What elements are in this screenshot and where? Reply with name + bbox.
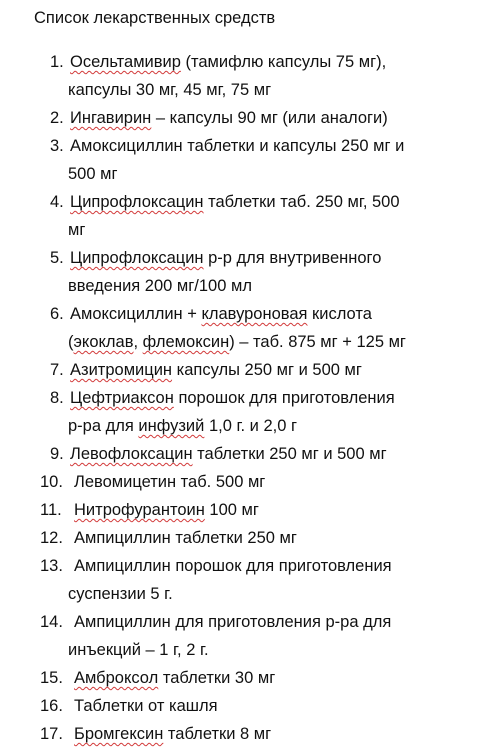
spellcheck-flagged-word: Левофлоксацин <box>70 445 193 463</box>
list-item-number: 7. <box>50 361 64 379</box>
spellcheck-flagged-word: Ципрофлоксацин <box>70 249 204 267</box>
spellcheck-flagged-word: Бромгексин <box>74 725 164 743</box>
list-item-line <box>74 724 271 744</box>
list-item-line <box>68 80 271 100</box>
list-item-line <box>68 584 173 604</box>
list-item-line <box>74 500 259 520</box>
spellcheck-flagged-word: Цефтриаксон <box>70 389 174 407</box>
list-item-line <box>74 612 391 632</box>
list-item-number: 14. <box>40 613 63 631</box>
list-item-text: капсулы 30 мг, 45 мг, 75 мг <box>68 81 272 99</box>
list-item-number: 8. <box>50 389 64 407</box>
list-item-text: – капсулы 90 мг (или аналоги) <box>151 109 388 127</box>
list-item-line <box>70 388 395 408</box>
list-item-line <box>68 220 85 240</box>
list-item-number: 2. <box>50 109 64 127</box>
list-item-text: таблетки таб. 250 мг, 500 <box>203 193 400 211</box>
list-item-text: порошок для приготовления <box>173 389 395 407</box>
list-item-number: 5. <box>50 249 64 267</box>
list-item-line <box>74 668 275 688</box>
list-item-line <box>70 52 386 72</box>
list-item-text: Таблетки от кашля <box>74 697 218 715</box>
list-item-text: суспензии 5 г. <box>68 585 173 603</box>
list-item-number: 12. <box>40 529 63 547</box>
spellcheck-flagged-word: Ципрофлоксацин <box>70 193 204 211</box>
list-item-line <box>70 108 388 128</box>
list-item-number: 15. <box>40 669 63 687</box>
list-item-text: ) – таб. 875 мг + 125 мг <box>229 333 406 351</box>
list-item-text: Амоксициллин + <box>70 305 202 323</box>
spellcheck-flagged-word: инфузий <box>138 417 205 435</box>
list-item-text: Ампициллин порошок для приготовления <box>74 557 392 575</box>
list-item-number: 1. <box>50 53 64 71</box>
spellcheck-flagged-word: экоклав <box>73 333 134 351</box>
list-item-line <box>70 192 400 212</box>
list-item-text: р-р для внутривенного <box>203 249 382 267</box>
list-item-line <box>68 332 406 352</box>
list-item-text: , <box>133 333 143 351</box>
list-item-text: Амоксициллин таблетки и капсулы 250 мг и <box>70 137 405 155</box>
list-item-line <box>70 136 404 156</box>
list-item-number: 10. <box>40 473 63 491</box>
spellcheck-flagged-word: клавуроновая <box>201 305 308 323</box>
list-item-text: 100 мг <box>204 501 259 519</box>
spellcheck-flagged-word: Амброксол <box>74 669 159 687</box>
list-item-line <box>74 528 297 548</box>
list-item-text: мг <box>68 221 86 239</box>
list-item-text: 1,0 г. и 2,0 г <box>204 417 297 435</box>
list-item-text: таблетки 8 мг <box>163 725 272 743</box>
list-item-text: р-ра для <box>68 417 139 435</box>
list-item-line <box>68 164 117 184</box>
list-item-text: таблетки 30 мг <box>158 669 276 687</box>
list-item-number: 13. <box>40 557 63 575</box>
list-item-text: Ампициллин таблетки 250 мг <box>74 529 297 547</box>
list-item-line <box>74 556 392 576</box>
list-item-number: 17. <box>40 725 63 743</box>
list-item-number: 9. <box>50 445 64 463</box>
list-item-number: 16. <box>40 697 63 715</box>
spellcheck-flagged-word: Осельтамивир <box>70 53 181 71</box>
list-item-line <box>70 248 381 268</box>
list-item-number: 11. <box>40 501 62 519</box>
list-item-text: кислота <box>307 305 372 323</box>
list-item-text: (тамифлю капсулы 75 мг), <box>180 53 387 71</box>
spellcheck-flagged-word: Ингавирин <box>70 109 152 127</box>
spellcheck-flagged-word: Нитрофурантоин <box>74 501 205 519</box>
spellcheck-flagged-word: Азитромицин <box>70 361 173 379</box>
document-title: Список лекарственных средств <box>34 9 276 27</box>
list-item-number: 6. <box>50 305 64 323</box>
list-item-text: Левомицетин таб. 500 мг <box>74 473 266 491</box>
list-item-line <box>74 472 265 492</box>
list-item-text: капсулы 250 мг и 500 мг <box>172 361 362 379</box>
spellcheck-flagged-word: флемоксин <box>142 333 230 351</box>
list-item-text: введения 200 мг/100 мл <box>68 277 252 295</box>
list-item-text: таблетки 250 мг и 500 мг <box>192 445 387 463</box>
list-item-line <box>68 640 209 660</box>
list-item-number: 3. <box>50 137 64 155</box>
list-item-text: 500 мг <box>68 165 118 183</box>
list-item-line <box>70 360 362 380</box>
list-item-line <box>70 444 387 464</box>
list-item-line <box>70 304 372 324</box>
list-item-number: 4. <box>50 193 64 211</box>
list-item-line <box>68 416 297 436</box>
list-item-text: инъекций – 1 г, 2 г. <box>68 641 209 659</box>
list-item-text: ( <box>68 333 74 351</box>
list-item-line <box>68 276 252 296</box>
list-item-text: Ампициллин для приготовления р-ра для <box>74 613 392 631</box>
list-item-line <box>74 696 218 716</box>
